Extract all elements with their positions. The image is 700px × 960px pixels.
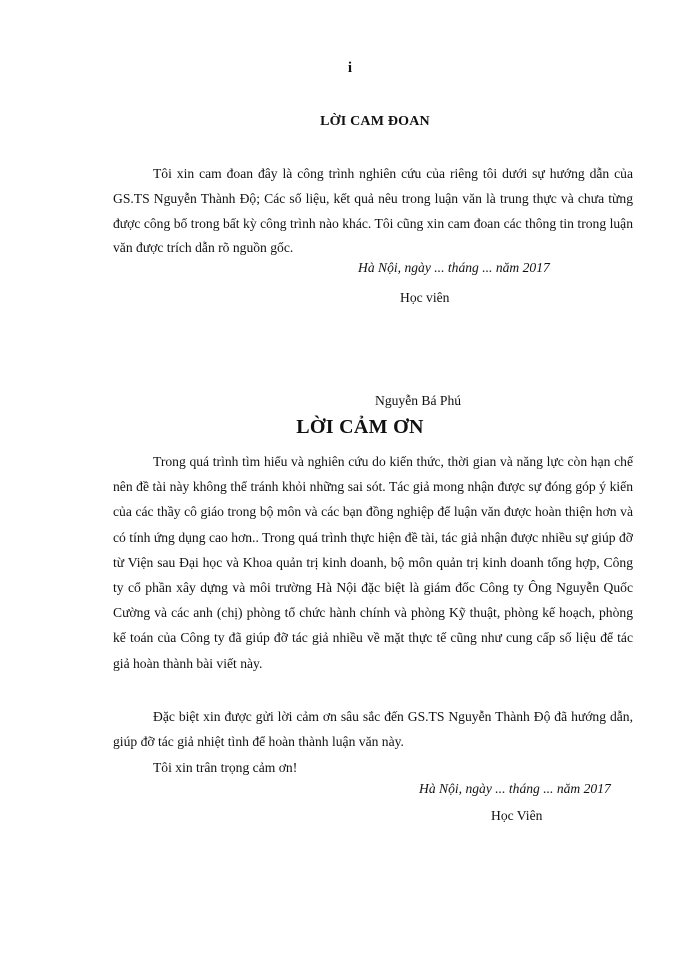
- acknowledgement-title: LỜI CẢM ƠN: [296, 416, 424, 438]
- acknowledgement-student-label: Học Viên: [491, 808, 543, 823]
- author-name: Nguyễn Bá Phú: [375, 393, 462, 408]
- declaration-paragraph: Tôi xin cam đoan đây là công trình nghiên cứu của riêng tôi dưới sự hướng dẫn của GS.TS Nguyễn Thành Độ; Các số liệu, kết quả nêu trong luận văn là trung thực và chưa từng được công bố trong bất kỳ công trình nào khác. Tôi cũng xin cam đoan các thông tin trong luận văn được trích dẫn rõ nguồn gốc.: [113, 166, 633, 256]
- acknowledgement-paragraph-3: Tôi xin trân trọng cảm ơn!: [153, 760, 298, 775]
- declaration-title: LỜI CAM ĐOAN: [320, 114, 430, 129]
- acknowledgement-date-line: Hà Nội, ngày ... tháng ... năm 2017: [419, 781, 611, 796]
- declaration-student-label: Học viên: [400, 290, 450, 305]
- acknowledgement-paragraph-2: Đặc biệt xin được gửi lời cảm ơn sâu sắc đến GS.TS Nguyễn Thành Độ đã hướng dẫn, giúp đỡ tác giả nhiệt tình để hoàn thành luận văn này.: [113, 709, 633, 749]
- acknowledgement-paragraph-1: Trong quá trình tìm hiểu và nghiên cứu do kiến thức, thời gian và năng lực còn hạn chế nên đề tài này không thể tránh khỏi những sai sót. Tác giả mong nhận được sự đóng góp ý kiến của các thầy cô giáo trong bộ môn và các bạn đồng nghiệp để luận văn được hoàn thiện hơn và có tính ứng dụng cao hơn.. Trong quá trình thực hiện đề tài, tác giả nhận được nhiều sự giúp đỡ từ Viện sau Đại học và Khoa quản trị kinh doanh, bộ môn quản trị kinh doanh tổng hợp, Công ty cổ phần xây dựng và môi trường Hà Nội đặc biệt là giám đốc Công ty Ông Nguyễn Quốc Cường và các anh (chị) phòng tổ chức hành chính và phòng Kỹ thuật, phòng kế hoạch, phòng kế toán của Công ty đã giúp đỡ tác giả nhiều về mặt thực tế cũng như cung cấp số liệu để tác giả hoàn thành bài viết này.: [113, 454, 633, 671]
- page-number: i: [347, 60, 353, 76]
- declaration-date-line: Hà Nội, ngày ... tháng ... năm 2017: [358, 260, 550, 275]
